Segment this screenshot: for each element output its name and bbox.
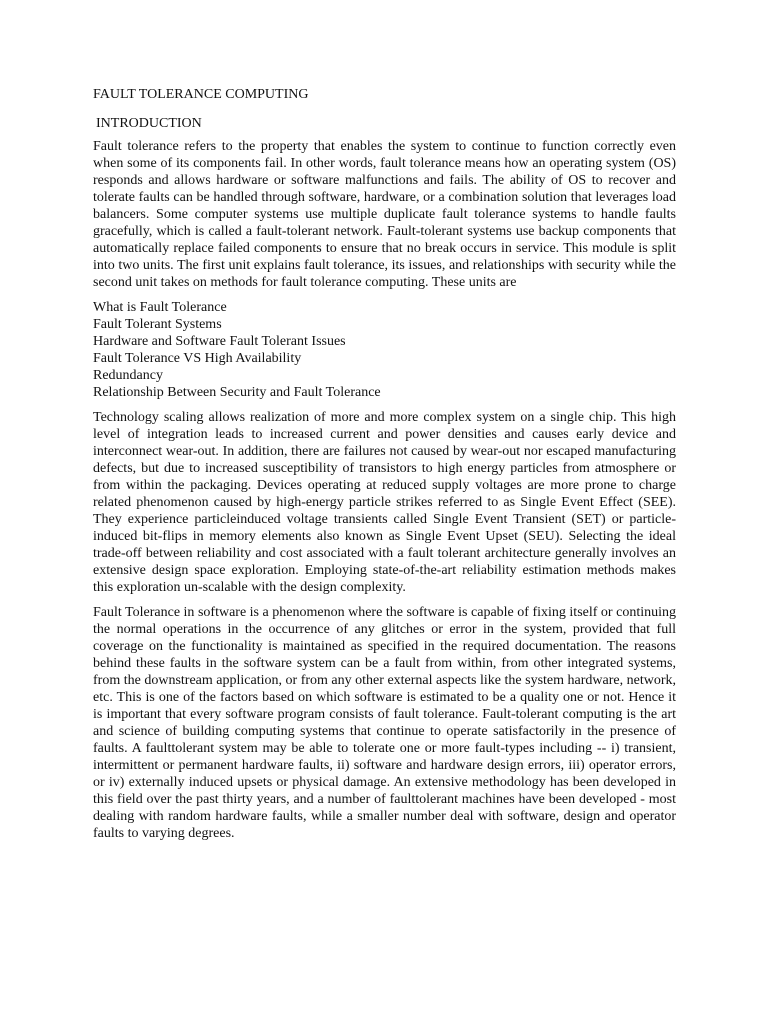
list-item: Redundancy <box>93 368 163 383</box>
intro-paragraph: Fault tolerance refers to the property that enables the system to continue to function correctly even when some of its components fail. In other words, fault tolerance means how an operating system (OS) responds and allows hardware or software malfunctions and fails. The ability of OS to recover and tolerate faults can be handled through software, hardware, or a combination solution that leverages load balancers. Some computer systems use multiple duplicate fault tolerance systems to handle faults gracefully, which is called a fault-tolerant network. Fault-tolerant systems use backup components that automatically replace failed components to ensure that no break occurs in service. This module is split into two units. The first unit explains fault tolerance, its issues, and relationships with security while the second unit takes on methods for fault tolerance computing. These units are <box>93 139 676 290</box>
document-body <box>93 86 676 850</box>
list-item: Fault Tolerant Systems <box>93 317 222 332</box>
section-heading-introduction: INTRODUCTION <box>96 116 202 131</box>
software-fault-tolerance-paragraph: Fault Tolerance in software is a phenomenon where the software is capable of fixing itself or continuing the normal operations in the occurrence of any glitches or error in the system, provided that full coverage on the functionality is maintained as specified in the required documentation. The reasons behind these faults in the software system can be a fault from within, from other integrated systems, from the downstream application, or from any other external aspects like the system hardware, network, etc. This is one of the factors based on which software is estimated to be a quality one or not. Hence it is important that every software program consists of fault tolerance. Fault-tolerant computing is the art and science of building computing systems that continue to operate satisfactorily in the presence of faults. A faulttolerant system may be able to tolerate one or more fault-types including -- i) transient, intermittent or permanent hardware faults, ii) software and hardware design errors, iii) operator errors, or iv) externally induced upsets or physical damage. An extensive methodology has been developed in this field over the past thirty years, and a number of faulttolerant machines have been developed - most dealing with random hardware faults, while a smaller number deal with software, design and operator faults to varying degrees. <box>93 605 676 841</box>
technology-scaling-paragraph: Technology scaling allows realization of more and more complex system on a single chip. This high level of integration leads to increased current and power densities and causes early device and interconnect wear-out. In addition, there are failures not caused by wear-out nor escaped manufacturing defects, but due to increased susceptibility of transistors to high energy particles from atmosphere or from within the packaging. Devices operating at reduced supply voltages are more prone to charge related phenomenon caused by high-energy particle strikes referred to as Single Event Effect (SEE). They experience particleinduced voltage transients called Single Event Transient (SET) or particle-induced bit-flips in memory elements also known as Single Event Upset (SEU). Selecting the ideal trade-off between reliability and cost associated with a fault tolerant architecture generally involves an extensive design space exploration. Employing state-of-the-art reliability estimation methods makes this exploration un-scalable with the design complexity. <box>93 410 676 595</box>
list-item: Fault Tolerance VS High Availability <box>93 351 302 366</box>
list-item: What is Fault Tolerance <box>93 300 227 315</box>
units-list <box>93 299 676 401</box>
document-title: FAULT TOLERANCE COMPUTING <box>93 87 309 102</box>
list-item: Relationship Between Security and Fault Tolerance <box>93 385 381 400</box>
list-item: Hardware and Software Fault Tolerant Issues <box>93 334 346 349</box>
